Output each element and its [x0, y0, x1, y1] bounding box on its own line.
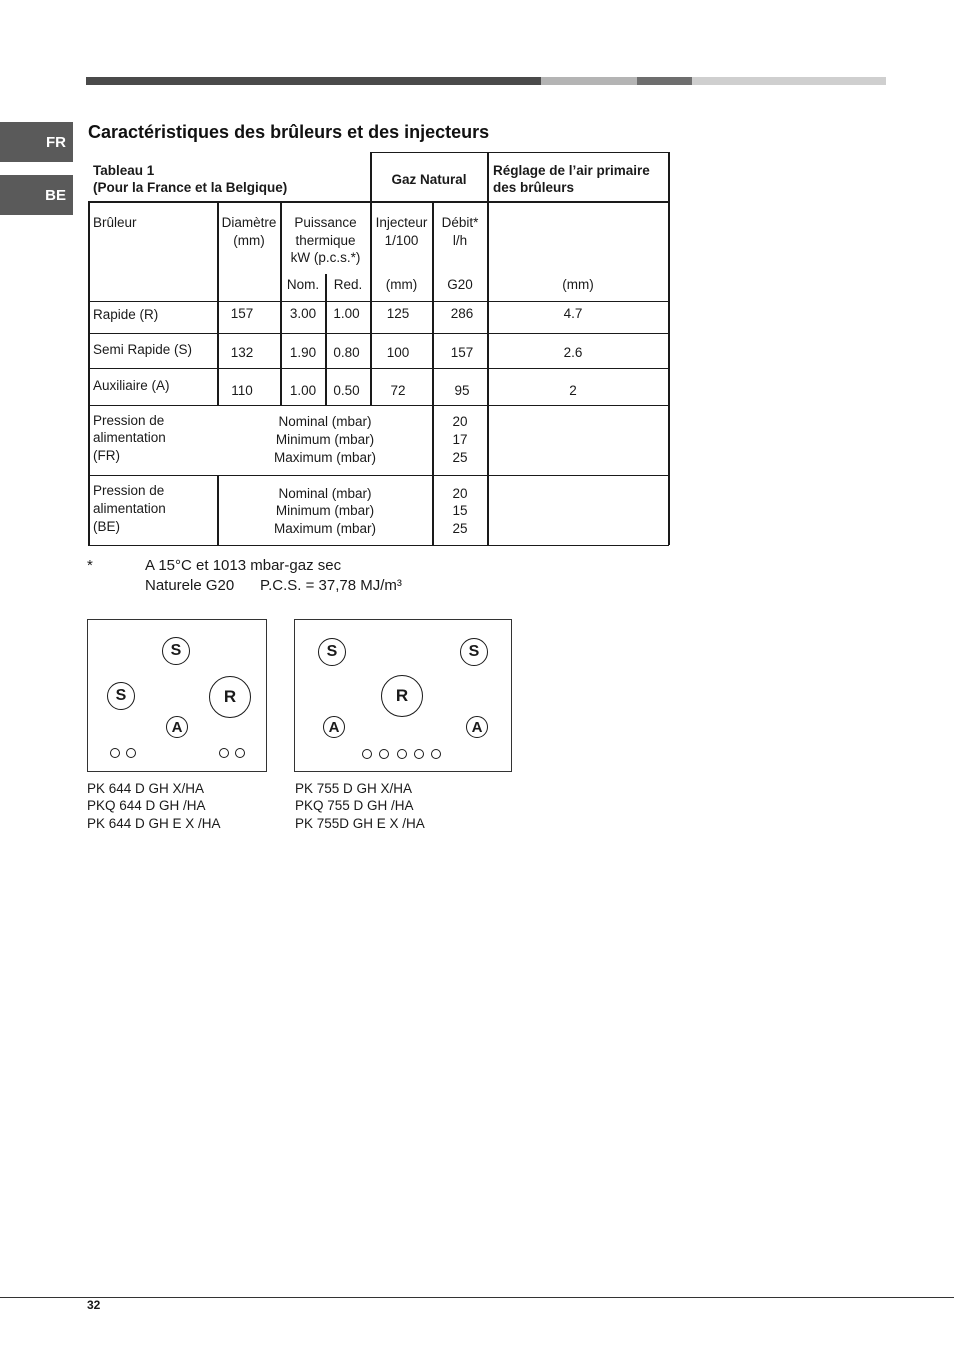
table-line — [88, 368, 669, 369]
col-air-unit: (mm) — [562, 277, 594, 292]
row-flow: 95 — [454, 383, 470, 398]
pressure-be-maximum: Maximum (mbar) — [273, 521, 376, 536]
pressure-be-nominal: Nominal (mbar) — [278, 486, 372, 501]
header-bar-dark — [86, 77, 541, 85]
burner-semi-rapid: S — [162, 637, 190, 665]
pressure-be-label-2: alimentation — [93, 501, 166, 516]
row-burner-name: Rapide (R) — [93, 307, 159, 322]
knob-icon — [431, 749, 441, 759]
table-line — [88, 201, 669, 203]
air-header-2: des brûleurs — [493, 180, 575, 195]
gas-header: Gaz Natural — [391, 172, 467, 187]
pressure-fr-nominal: Nominal (mbar) — [278, 414, 372, 429]
burner-rapid: R — [381, 675, 423, 717]
col-flow-gas: G20 — [447, 277, 473, 292]
col-power-header: Puissance — [294, 215, 357, 230]
knob-icon — [235, 748, 245, 758]
pressure-be-value: 20 — [452, 486, 468, 501]
knob-icon — [126, 748, 136, 758]
col-injector-header-2: 1/100 — [384, 233, 419, 248]
col-diameter-header: Diamètre — [221, 215, 277, 230]
row-air: 2 — [569, 383, 577, 398]
page-number: 32 — [87, 1298, 101, 1312]
model-name: PK 644 D GH X/HA — [87, 781, 205, 796]
burner-semi-rapid: S — [318, 638, 346, 666]
pressure-fr-value: 20 — [452, 414, 468, 429]
row-diameter: 157 — [230, 306, 254, 321]
footnote-line2b: P.C.S. = 37,78 MJ/m³ — [260, 577, 402, 594]
row-nom: 1.90 — [289, 345, 317, 360]
col-power-header-2: thermique — [295, 233, 356, 248]
pressure-be-value: 15 — [452, 503, 468, 518]
burner-auxiliary: A — [466, 716, 488, 738]
burner-semi-rapid: S — [460, 638, 488, 666]
col-diameter-unit: (mm) — [233, 233, 265, 248]
pressure-fr-label-3: (FR) — [93, 448, 120, 463]
pressure-fr-value: 17 — [452, 432, 468, 447]
table-line — [88, 202, 90, 545]
col-nom-header: Nom. — [286, 277, 320, 292]
header-bar-mid — [637, 77, 692, 85]
row-nom: 3.00 — [289, 306, 317, 321]
pressure-fr-minimum: Minimum (mbar) — [275, 432, 375, 447]
col-flow-header: Débit* — [441, 215, 479, 230]
row-injector: 100 — [386, 345, 410, 360]
col-flow-unit: l/h — [452, 233, 468, 248]
col-burner-header: Brûleur — [93, 215, 137, 230]
table-line — [88, 475, 669, 476]
model-name: PKQ 755 D GH /HA — [295, 798, 414, 813]
pressure-fr-label-2: alimentation — [93, 430, 166, 445]
air-header: Réglage de l’air primaire — [493, 163, 650, 178]
footnote-line2a: Naturele G20 — [145, 577, 235, 594]
header-bar-pale — [692, 77, 886, 85]
col-injector-header: Injecteur — [375, 215, 428, 230]
hob-diagram-4-burner — [87, 619, 267, 772]
row-red: 0.80 — [333, 345, 360, 360]
row-burner-name: Auxiliaire (A) — [93, 378, 170, 393]
col-red-header: Red. — [333, 277, 363, 292]
pressure-be-minimum: Minimum (mbar) — [275, 503, 375, 518]
burner-auxiliary: A — [166, 716, 188, 738]
header-bar-light — [541, 77, 637, 85]
knob-icon — [397, 749, 407, 759]
row-red: 0.50 — [333, 383, 360, 398]
model-name: PK 755D GH E X /HA — [295, 816, 425, 831]
knob-icon — [110, 748, 120, 758]
footnote-line1: A 15°C et 1013 mbar-gaz sec — [145, 557, 342, 574]
row-burner-name: Semi Rapide (S) — [93, 342, 193, 357]
page-title: Caractéristiques des brûleurs et des injecteurs — [88, 122, 490, 142]
burner-rapid: R — [209, 676, 251, 718]
footnote-star: * — [87, 557, 93, 574]
pressure-be-label: Pression de — [93, 483, 165, 498]
row-diameter: 132 — [230, 345, 254, 360]
table-caption-subtitle: (Pour la France et la Belgique) — [93, 180, 288, 195]
pressure-fr-label: Pression de — [93, 413, 165, 428]
knob-icon — [414, 749, 424, 759]
row-nom: 1.00 — [289, 383, 317, 398]
burner-semi-rapid: S — [107, 682, 135, 710]
model-name: PKQ 644 D GH /HA — [87, 798, 206, 813]
table-line — [88, 301, 669, 302]
model-name: PK 644 D GH E X /HA — [87, 816, 221, 831]
table-line — [371, 152, 669, 153]
pressure-be-label-3: (BE) — [93, 519, 120, 534]
table-caption-title: Tableau 1 — [93, 163, 155, 178]
row-air: 2.6 — [563, 345, 583, 360]
knob-icon — [219, 748, 229, 758]
knob-icon — [362, 749, 372, 759]
row-red: 1.00 — [333, 306, 360, 321]
row-diameter: 110 — [231, 383, 253, 398]
col-injector-unit: (mm) — [385, 277, 418, 292]
lang-tab-be[interactable]: BE — [0, 175, 73, 215]
hob-diagram-5-burner — [294, 619, 512, 772]
table-line — [668, 152, 670, 545]
table-line — [88, 333, 669, 334]
lang-tab-fr[interactable]: FR — [0, 122, 73, 162]
row-injector: 72 — [390, 383, 406, 398]
row-flow: 157 — [450, 345, 474, 360]
row-injector: 125 — [386, 306, 410, 321]
col-power-unit: kW (p.c.s.*) — [290, 250, 361, 265]
table-line — [88, 405, 669, 406]
knob-icon — [379, 749, 389, 759]
pressure-be-value: 25 — [452, 521, 468, 536]
table-line — [88, 545, 669, 546]
row-air: 4.7 — [563, 306, 583, 321]
model-name: PK 755 D GH X/HA — [295, 781, 413, 796]
footer-divider — [0, 1297, 954, 1298]
burner-auxiliary: A — [323, 716, 345, 738]
pressure-fr-value: 25 — [452, 450, 468, 465]
row-flow: 286 — [450, 306, 474, 321]
pressure-fr-maximum: Maximum (mbar) — [273, 450, 376, 465]
